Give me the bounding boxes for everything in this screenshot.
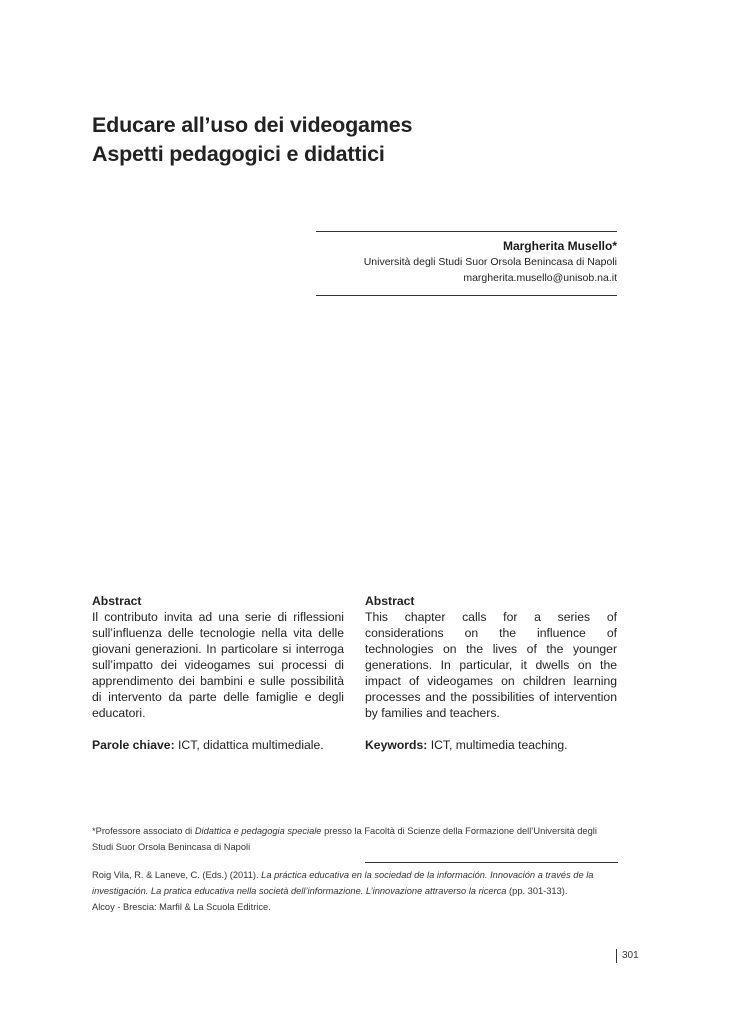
keywords-english <box>365 737 617 753</box>
citation-publisher: Alcoy - Brescia: Marfil & La Scuola Editrice. <box>92 902 271 912</box>
citation-rule <box>365 862 618 863</box>
title-line-1: Educare all’uso dei videogames <box>92 113 413 137</box>
footnote-conj: e <box>231 826 242 836</box>
author-email[interactable]: margherita.musello@unisob.na.it <box>463 272 617 284</box>
citation-title: La práctica educativa en la sociedad de la información. Innovación a través de la investigación. La pratica educativa nella società dell’informazione. L’innovazione attraverso la ricerca <box>92 870 594 896</box>
footnote-subject-a: Didattica <box>194 826 232 836</box>
keywords-italian-label: Parole chiave: <box>92 738 175 752</box>
author-top-rule <box>316 231 617 232</box>
author-bottom-rule <box>316 295 617 296</box>
page-number: 301 <box>616 949 639 963</box>
author-name: Margherita Musello* <box>502 239 617 253</box>
keywords-italian-value: ICT, didattica multimediale. <box>178 738 324 752</box>
abstract-english <box>365 593 617 753</box>
footnote-suffix: presso la Facoltà di Scienze della Formazione dell’Università degli Studi Suor Orsola Benincasa di Napoli <box>92 826 597 852</box>
citation <box>92 867 618 915</box>
author-affiliation: Università degli Studi Suor Orsola Benincasa di Napoli <box>363 256 617 268</box>
keywords-italian <box>92 737 344 753</box>
keywords-english-value: ICT, multimedia teaching. <box>430 738 568 752</box>
author-block <box>316 231 617 296</box>
abstract-english-text: This chapter calls for a series of considerations on the influence of technologies on the lives of the younger generations. In particular, it dwells on the impact of videogames on children learning processes and the possibilities of intervention by families and teachers. <box>365 610 617 720</box>
abstract-italian <box>92 593 344 753</box>
abstract-english-heading: Abstract <box>365 594 415 608</box>
keywords-english-label: Keywords: <box>365 738 428 752</box>
footnote <box>92 823 618 855</box>
abstract-italian-heading: Abstract <box>92 594 142 608</box>
title-line-2: Aspetti pedagogici e didattici <box>92 142 385 166</box>
abstract-italian-text: Il contributo invita ad una serie di riflessioni sull’influenza delle tecnologie nella vita delle giovani generazioni. In particolare si interroga sull’impatto dei videogames sui processi di apprendimento dei bambini e sulle possibilità di intervento da parte delle famiglie e degli educatori. <box>92 610 344 720</box>
citation-authors: Roig Vila, R. & Laneve, C. (Eds.) (2011). <box>92 870 262 880</box>
footnote-prefix: *Professore associato di <box>92 826 195 836</box>
article-title <box>92 111 632 169</box>
footnote-subject-b: pedagogia speciale <box>241 826 322 836</box>
citation-pages: (pp. 301-313). <box>506 886 568 896</box>
